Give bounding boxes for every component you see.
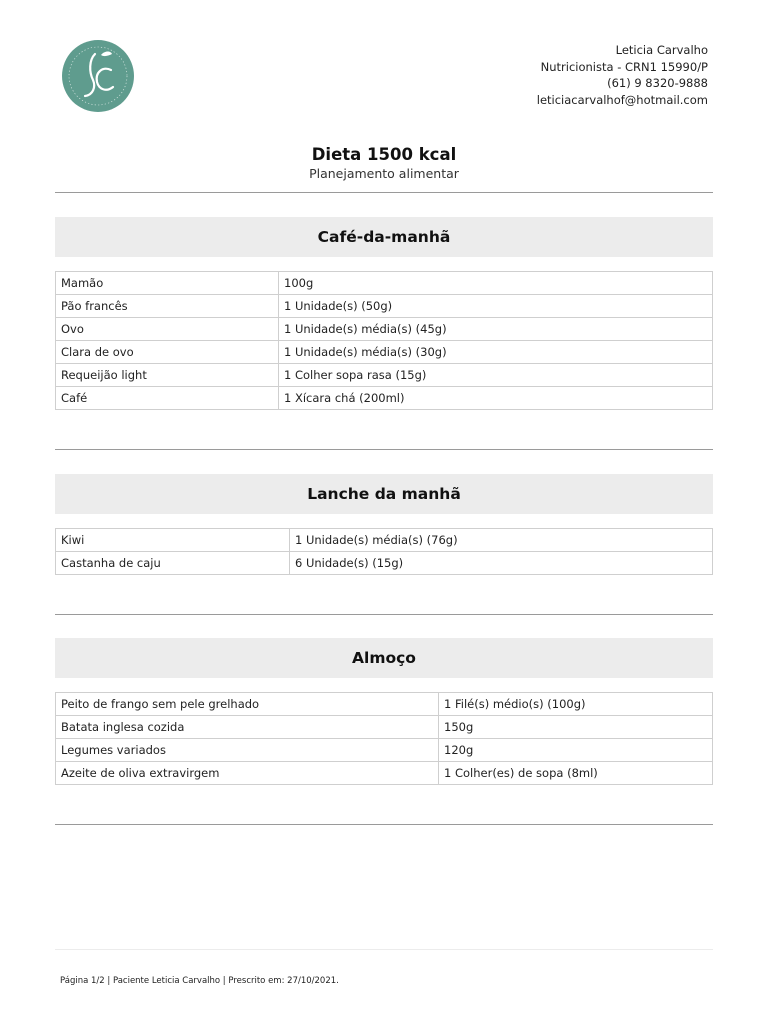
contact-block	[537, 42, 708, 108]
table-row	[56, 716, 713, 739]
food-name: Legumes variados	[56, 739, 439, 762]
food-name: Castanha de caju	[56, 552, 290, 575]
food-name: Mamão	[56, 272, 279, 295]
food-name: Pão francês	[56, 295, 279, 318]
nutritionist-name: Leticia Carvalho	[615, 43, 708, 57]
food-name: Café	[56, 387, 279, 410]
table-row	[56, 387, 713, 410]
food-quantity: 1 Unidade(s) média(s) (45g)	[279, 318, 713, 341]
food-name: Clara de ovo	[56, 341, 279, 364]
food-quantity: 1 Unidade(s) média(s) (76g)	[290, 529, 713, 552]
nutritionist-logo	[59, 40, 137, 112]
food-quantity: 120g	[439, 739, 713, 762]
diet-subtitle: Planejamento alimentar	[309, 166, 459, 181]
food-quantity: 150g	[439, 716, 713, 739]
footer-divider	[55, 949, 713, 950]
table-row	[56, 739, 713, 762]
food-quantity: 1 Unidade(s) média(s) (30g)	[279, 341, 713, 364]
food-name: Kiwi	[56, 529, 290, 552]
food-name: Ovo	[56, 318, 279, 341]
nutritionist-registration: Nutricionista - CRN1 15990/P	[540, 59, 708, 74]
table-row	[56, 529, 713, 552]
diet-title: Dieta 1500 kcal	[311, 145, 457, 164]
meal-table-morning-snack	[55, 528, 713, 575]
section-divider	[55, 449, 713, 450]
meal-section-title: Lanche da manhã	[55, 474, 713, 514]
food-name: Batata inglesa cozida	[56, 716, 439, 739]
section-divider	[55, 614, 713, 615]
table-row	[56, 341, 713, 364]
food-name: Azeite de oliva extravirgem	[56, 762, 439, 785]
food-quantity: 1 Colher sopa rasa (15g)	[279, 364, 713, 387]
table-row	[56, 364, 713, 387]
table-row	[56, 552, 713, 575]
table-row	[56, 762, 713, 785]
page-footer: Página 1/2 | Paciente Leticia Carvalho | Prescrito em: 27/10/2021.	[60, 976, 339, 986]
food-name: Requeijão light	[56, 364, 279, 387]
meal-section-title: Café-da-manhã	[55, 217, 713, 257]
table-row	[56, 318, 713, 341]
meal-section-title: Almoço	[55, 638, 713, 678]
table-row	[56, 295, 713, 318]
meal-table-lunch	[55, 692, 713, 785]
food-quantity: 1 Filé(s) médio(s) (100g)	[439, 693, 713, 716]
food-quantity: 1 Unidade(s) (50g)	[279, 295, 713, 318]
table-row	[56, 272, 713, 295]
header-divider	[55, 192, 713, 193]
meal-table-breakfast	[55, 271, 713, 410]
section-divider	[55, 824, 713, 825]
food-quantity: 1 Xícara chá (200ml)	[279, 387, 713, 410]
food-name: Peito de frango sem pele grelhado	[56, 693, 439, 716]
nutritionist-email: leticiacarvalhof@hotmail.com	[536, 92, 708, 107]
food-quantity: 100g	[279, 272, 713, 295]
table-row	[56, 693, 713, 716]
food-quantity: 6 Unidade(s) (15g)	[290, 552, 713, 575]
nutritionist-phone: (61) 9 8320-9888	[607, 76, 708, 90]
food-quantity: 1 Colher(es) de sopa (8ml)	[439, 762, 713, 785]
